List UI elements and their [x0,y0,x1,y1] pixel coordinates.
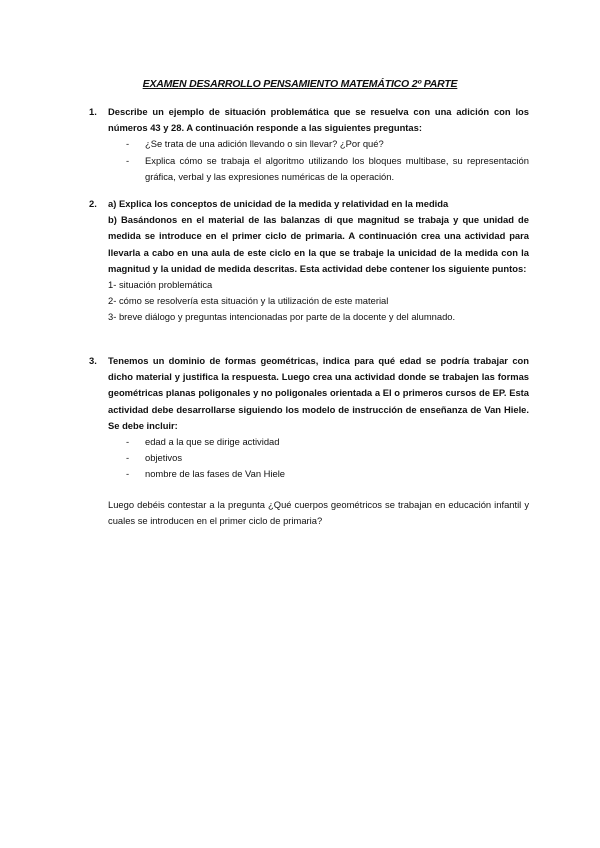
dash-bullet: - [126,154,130,166]
question-2-number: 2. [89,198,97,209]
question-3-bullet-2: objetivos [145,452,183,464]
dash-bullet: - [126,138,130,150]
list-item [108,450,529,466]
question-1-bullet-2: Explica cómo se trabaja el algoritmo utilizando los bloques multibase, su representación gráfica, verbal y las expresiones numéricas de la operación. [145,154,529,182]
question-1-bullet-1: ¿Se trata de una adición llevando o sin llevar? ¿Por qué? [145,138,384,150]
question-1-number: 1. [89,106,97,117]
dash-bullet: - [126,468,130,480]
dash-bullet: - [126,436,130,448]
question-2 [89,196,529,326]
question-3-number: 3. [89,355,97,366]
list-item [108,466,529,482]
question-1 [89,104,529,185]
question-3 [89,353,529,529]
question-2-part-b: b) Basándonos en el material de las balanzas di que magnitud se trabaja y que unidad de medida se introduce en el primer ciclo de primaria. A continuación crea una actividad para llevarla a cabo en una aula de este ciclo en la que se trabaje la unicidad de la medida con la magnitud y la unidad de medida descritas. Esta actividad debe contener los siguiente puntos: [108,214,529,274]
question-2-point-1: 1- situación problemática [108,279,213,291]
question-2-point-2: 2- cómo se resolvería esta situación y la utilización de este material [108,295,389,307]
question-3-bullet-1: edad a la que se dirige actividad [145,436,280,448]
question-3-bullets [108,434,529,483]
question-1-text: Describe un ejemplo de situación problemática que se resuelva con una adición con los números 43 y 28. A continuación responde a las siguientes preguntas: [108,106,529,134]
question-3-bullet-3: nombre de las fases de Van Hiele [145,468,286,480]
list-item [108,153,529,185]
question-3-closing: Luego debéis contestar a la pregunta ¿Qué cuerpos geométricos se trabajan en educación infantil y cuales se introducen en el primer ciclo de primaria? [108,498,529,526]
list-item [108,136,529,152]
exam-title: EXAMEN DESARROLLO PENSAMIENTO MATEMÁTICO 2º PARTE [142,78,458,90]
dash-bullet: - [126,452,130,464]
question-3-text: Tenemos un dominio de formas geométricas, indica para qué edad se podría trabajar con dicho material y justifica la respuesta. Luego crea una actividad donde se trabajen las formas geométricas planas poligonales y no poligonales orientada a EI o primeros cursos de EP. Esta actividad debe desarrollarse siguiendo los modelo de instrucción de enseñanza de Van Hiele. Se debe incluir: [108,355,529,431]
question-2-part-a: a) Explica los conceptos de unicidad de la medida y relatividad en la medida [108,198,449,209]
list-item [108,434,529,450]
question-2-point-3: 3- breve diálogo y preguntas intencionadas por parte de la docente y del alumnado. [108,311,456,323]
question-1-bullets [108,136,529,185]
